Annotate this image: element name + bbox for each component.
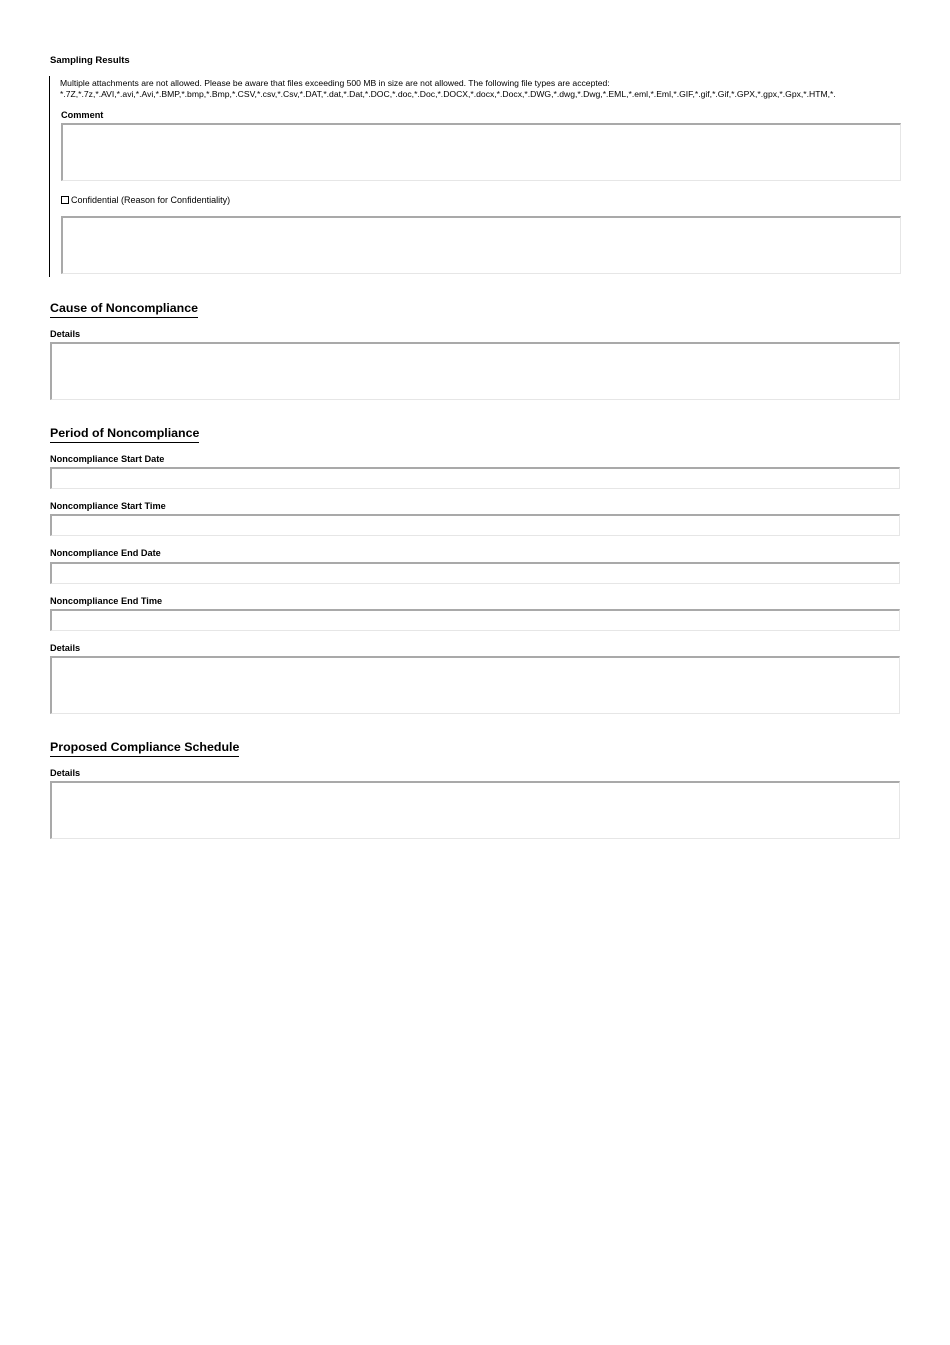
- end-time-input[interactable]: [50, 609, 900, 631]
- end-time-label: Noncompliance End Time: [50, 596, 163, 606]
- attachment-note-line1: Multiple attachments are not allowed. Please be aware that files exceeding 500 MB in size are not allowed. The following file types are accepted:: [60, 78, 610, 88]
- attachment-note-line2: *.7Z,*.7z,*.AVI,*.avi,*.Avi,*.BMP,*.bmp,*.Bmp,*.CSV,*.csv,*.Csv,*.DAT,*.dat,*.Dat,*.DOC,*.doc,*.Doc,*.DOCX,*.docx,*.Docx,*.DWG,*.dwg,*.Dwg,*.EML,*.eml,*.Eml,*.GIF,*.gif,*.Gif,*.GPX,*.gpx,*.Gpx,*.HTM,*.: [60, 88, 836, 99]
- confidential-row[interactable]: [61, 194, 230, 206]
- cause-heading: Cause of Noncompliance: [50, 300, 198, 318]
- confidential-label: Confidential (Reason for Confidentiality): [71, 195, 231, 205]
- sampling-results-title: Sampling Results: [50, 55, 130, 66]
- start-date-label: Noncompliance Start Date: [50, 454, 165, 464]
- period-details-label: Details: [50, 643, 81, 653]
- cause-details-label: Details: [50, 329, 81, 339]
- schedule-details-label: Details: [50, 768, 81, 778]
- cause-details-textarea[interactable]: [50, 342, 900, 400]
- end-date-input[interactable]: [50, 562, 900, 584]
- sampling-results-attachment-block: [49, 76, 903, 277]
- start-date-input[interactable]: [50, 467, 900, 489]
- period-heading: Period of Noncompliance: [50, 425, 199, 443]
- start-time-label: Noncompliance Start Time: [50, 501, 166, 511]
- comment-textarea[interactable]: [61, 123, 901, 181]
- schedule-heading: Proposed Compliance Schedule: [50, 739, 239, 757]
- attachment-note: [60, 78, 901, 99]
- confidential-checkbox[interactable]: [61, 196, 69, 204]
- period-details-textarea[interactable]: [50, 656, 900, 714]
- comment-label: Comment: [61, 110, 104, 120]
- start-time-input[interactable]: [50, 514, 900, 536]
- schedule-details-textarea[interactable]: [50, 781, 900, 839]
- end-date-label: Noncompliance End Date: [50, 548, 161, 558]
- confidential-reason-textarea[interactable]: [61, 216, 901, 274]
